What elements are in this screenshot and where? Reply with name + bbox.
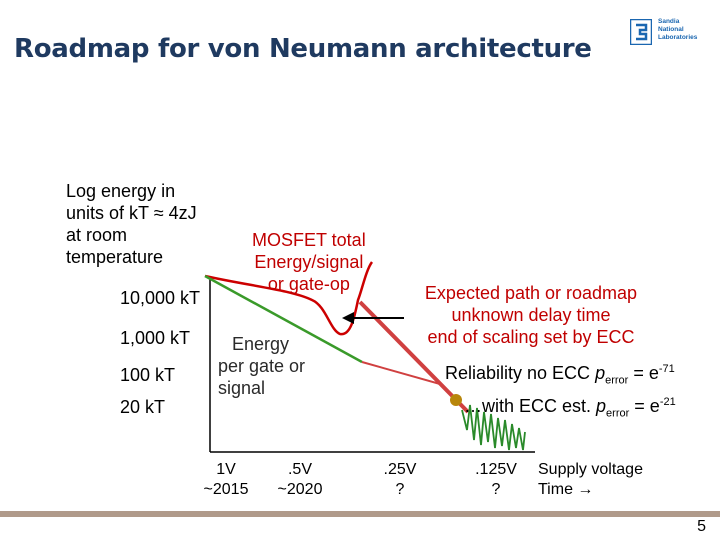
logo-line-1: Sandia xyxy=(658,18,680,25)
ecc-marker-icon xyxy=(450,394,462,406)
ecc-p: p xyxy=(596,396,607,416)
footer-bar xyxy=(0,511,720,517)
y-axis-label-line: temperature xyxy=(66,247,164,267)
y-axis-label-line: units of kT ≈ 4zJ xyxy=(66,203,197,223)
x-tick-voltage: 1V xyxy=(216,461,236,478)
x-tick-time: ? xyxy=(395,481,405,498)
x-tick-time: ~2015 xyxy=(203,481,249,498)
energy-annotation-line: Energy xyxy=(232,334,290,354)
mosfet-annotation-line: MOSFET total xyxy=(252,230,366,250)
x-tick-time: ~2020 xyxy=(277,481,323,498)
energy-annotation-line: per gate or xyxy=(218,356,306,376)
roadmap-annotation-line: unknown delay time xyxy=(451,305,611,325)
y-tick-label: 1,000 kT xyxy=(120,328,191,348)
x-tick-label xyxy=(196,460,256,500)
y-tick-label: 20 kT xyxy=(120,397,166,417)
page-number: 5 xyxy=(697,518,706,535)
energy-annotation-line: signal xyxy=(218,378,266,398)
ecc-sup: -21 xyxy=(659,396,676,408)
x-tick-time: ? xyxy=(491,481,501,498)
reliability-sup: -71 xyxy=(658,363,675,375)
roadmap-annotation-line: Expected path or roadmap xyxy=(424,283,638,303)
y-tick-label: 100 kT xyxy=(120,365,176,385)
ecc-note xyxy=(464,391,676,425)
reliability-p: p xyxy=(595,363,606,383)
roadmap-annotation xyxy=(408,282,654,348)
x-tick-voltage: .125V xyxy=(475,461,517,478)
x-tick-label xyxy=(270,460,330,500)
reliability-note xyxy=(445,358,675,392)
x-axis-label-line: Time → xyxy=(538,481,594,498)
roadmap-annotation-line: end of scaling set by ECC xyxy=(427,327,635,347)
x-tick-label xyxy=(370,460,430,500)
ecc-sub: error xyxy=(606,407,630,420)
y-axis-label-line: at room xyxy=(66,225,128,245)
reliability-eq: = e xyxy=(628,363,659,383)
logo-line-2: National xyxy=(658,26,684,33)
logo-line-3: Laboratories xyxy=(658,34,698,41)
reliability-sub: error xyxy=(605,374,629,387)
x-axis-label xyxy=(538,460,643,500)
reliability-prefix: Reliability no ECC xyxy=(445,363,596,383)
y-axis-label-line: Log energy in xyxy=(66,181,176,201)
mosfet-annotation-line: or gate-op xyxy=(267,274,350,294)
ecc-eq: = e xyxy=(629,396,660,416)
mosfet-annotation xyxy=(252,229,366,295)
y-tick-label: 10,000 kT xyxy=(120,288,201,308)
x-tick-voltage: .25V xyxy=(383,461,417,478)
arrowhead-icon xyxy=(342,312,354,324)
x-tick-voltage: .5V xyxy=(287,461,312,478)
mosfet-annotation-line: Energy/signal xyxy=(254,252,364,272)
ecc-prefix: …with ECC est. xyxy=(464,396,597,416)
x-tick-label xyxy=(466,460,526,500)
energy-annotation xyxy=(218,333,305,399)
x-axis-label-line: Supply voltage xyxy=(538,461,643,478)
slide-title: Roadmap for von Neumann architecture xyxy=(14,34,592,64)
